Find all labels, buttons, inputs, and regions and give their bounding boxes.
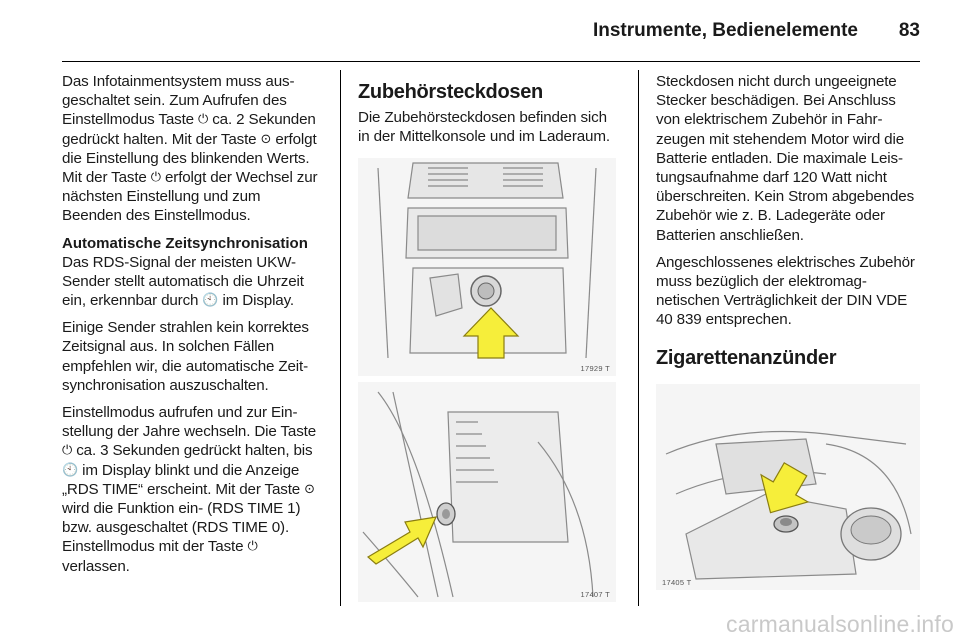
socket-warning-paragraph: Steckdosen nicht durch ungeeignete Stecker beschädigen. Bei Anschluss von elektrischem Zubehör in Fahrzeugen mit stehendem Motor wird die Batterie entladen. Die maximale Leistungsaufnahme darf 120 Watt nicht überschreiten. Kein Strom abgebendes Zubehör wie z. B. Ladegeräte oder Batterien anschließen. xyxy=(656,73,915,244)
cargo-area-illustration xyxy=(358,382,616,602)
power-icon: ⏻ xyxy=(247,538,258,554)
text: erfolgt die Einstellung des blinkenden Werts. Mit der Taste xyxy=(62,130,317,187)
adjust-knob-icon: ⊙ xyxy=(304,480,315,496)
figure-center-console-socket xyxy=(358,158,616,376)
power-icon: ⏻ xyxy=(198,111,209,127)
settings-paragraph xyxy=(62,403,324,576)
text: verlassen. xyxy=(62,557,130,575)
station-paragraph: Einige Sender strahlen kein korrektes Zeitsignal aus. In solchen Fällen empfehlen wir, die automatische Zeitsynchronisation auszuschalten. xyxy=(62,319,309,394)
text: ca. 3 Sekunden gedrückt halten, bis xyxy=(72,442,313,460)
page-header xyxy=(62,14,920,50)
cigarette-lighter-illustration xyxy=(656,384,920,590)
text: Einstellmodus aufrufen und zur Einstellung der Jahre wechseln. Die Taste xyxy=(62,404,317,441)
sockets-paragraph: Die Zubehörsteckdosen befinden sich in der Mittelkonsole und im Laderaum. xyxy=(358,109,610,146)
intro-paragraph xyxy=(62,72,324,226)
right-column xyxy=(656,72,922,590)
text: ca. 2 Sekunden gedrückt halten. Mit der Taste xyxy=(62,111,316,148)
header-rule xyxy=(62,61,920,62)
section-heading-sockets: Zubehörsteckdosen xyxy=(358,81,543,103)
text: Das RDS-Signal der meisten UKW-Sender stellt automatisch die Uhrzeit ein, erkennbar durch xyxy=(62,253,304,310)
text: im Display blinkt und die Anzeige „RDS TIME“ erscheint. Mit der Taste xyxy=(62,461,305,498)
section-heading-cigarette-lighter: Zigarettenanzünder xyxy=(656,346,837,369)
watermark: carmanualsonline.info xyxy=(726,611,954,637)
center-console-illustration xyxy=(358,158,616,376)
adjust-knob-icon: ⊙ xyxy=(260,130,272,146)
text: wird die Funktion ein- (RDS TIME 1) bzw. ausgeschaltet (RDS TIME 0). Einstellmodus mit der Taste xyxy=(62,500,301,556)
column-divider xyxy=(638,70,639,606)
text: erfolgt der Wechsel zur nächsten Einstellung und zum Beenden des Einstellmodus. xyxy=(62,169,318,225)
header-title: Instrumente, Bedienelemente xyxy=(592,20,858,41)
figure-code: 17405 T xyxy=(662,577,692,587)
power-icon: ⏻ xyxy=(150,169,161,185)
text: im Display. xyxy=(218,292,294,310)
subheading-time-sync: Automatische Zeitsynchronisation xyxy=(62,234,308,252)
page-number: 83 xyxy=(898,20,920,41)
rds-paragraph xyxy=(62,253,324,311)
rds-clock-icon: 🕙 xyxy=(62,461,79,477)
figure-code: 17407 T xyxy=(580,590,610,600)
rds-clock-icon: 🕙 xyxy=(202,292,219,308)
figure-cigarette-lighter xyxy=(656,384,920,590)
power-icon: ⏻ xyxy=(62,442,73,458)
emc-paragraph: Angeschlossenes elektrisches Zubehör muss bezüglich der elektromagnetischen Verträglichkeit der DIN VDE 40 839 entsprechen. xyxy=(656,253,915,329)
figure-code: 17929 T xyxy=(580,364,610,374)
figure-cargo-socket xyxy=(358,382,616,602)
middle-column xyxy=(358,80,618,602)
text: Das Infotainmentsystem muss ausgeschaltet sein. Zum Aufrufen des Einstellmodus Taste xyxy=(62,73,295,129)
left-column xyxy=(62,72,324,584)
column-divider xyxy=(340,70,341,606)
